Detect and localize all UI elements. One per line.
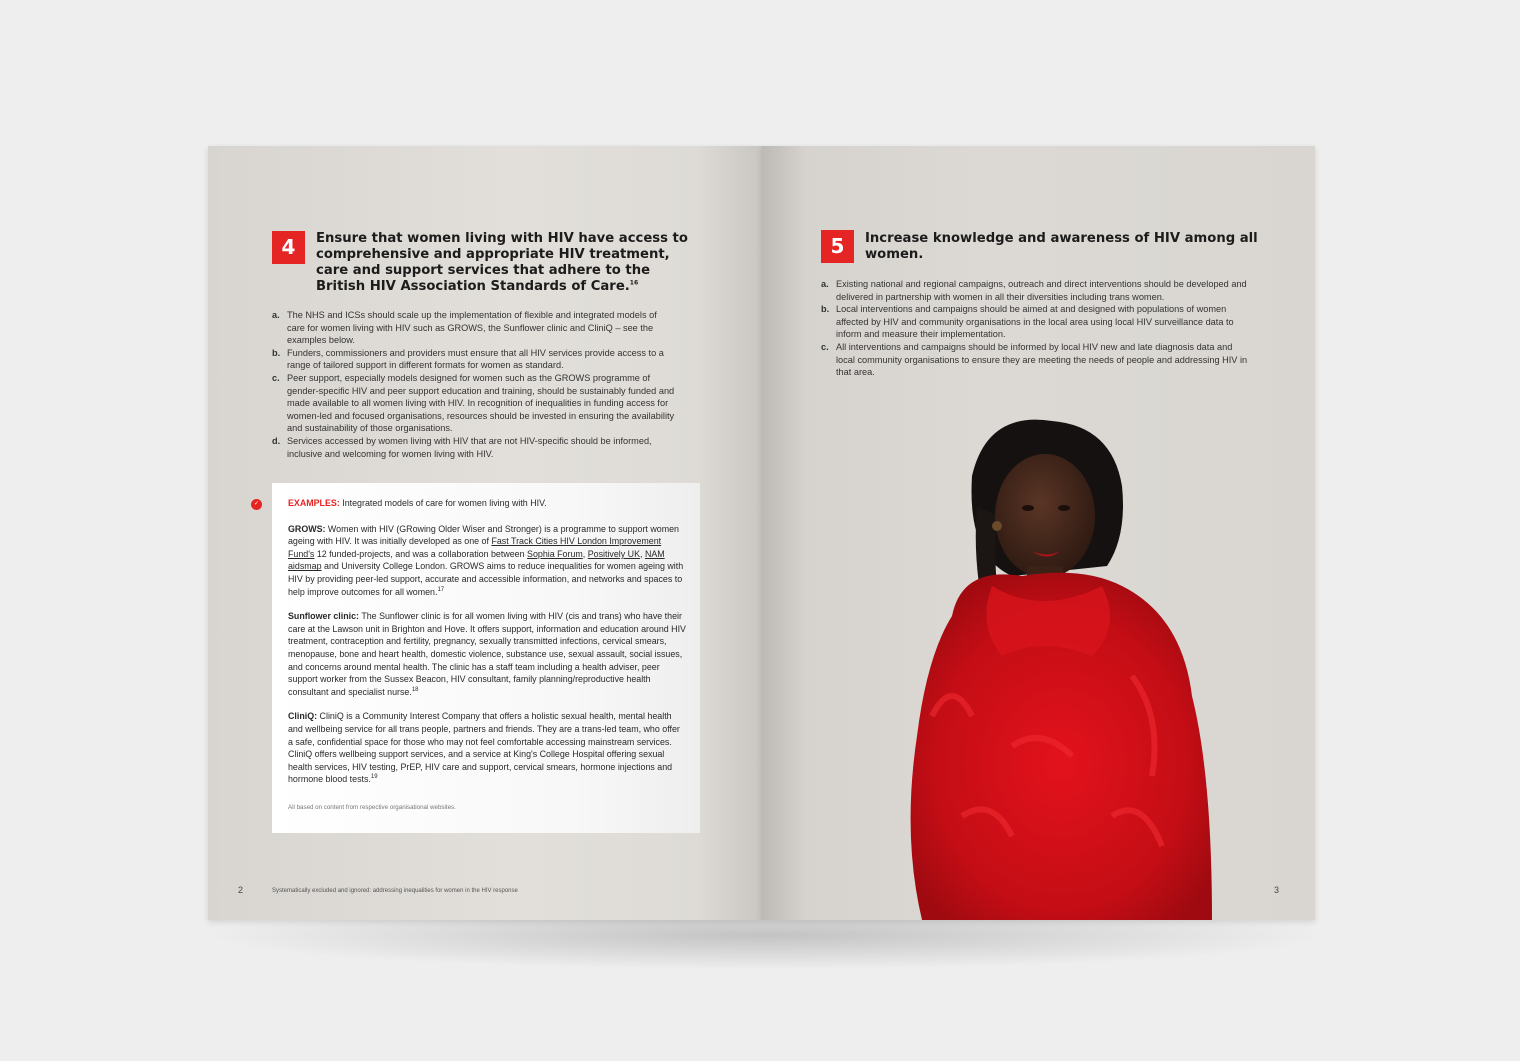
item-letter: d.: [272, 435, 281, 446]
cliniq-label: CliniQ:: [288, 711, 318, 722]
item-text: Peer support, especially models designed for women such as the GROWS programme of gender-specific HIV and peer support education and training, should be sustainably funded and made available to all women living with HIV. In recognition of inequalities in funding access for women-led and focused organisations, resources should be invested in ensuring the availability and sustainability of those organisations.: [287, 372, 675, 434]
grows-text: Women with HIV (GRowing Older Wiser and Stronger) is a programme to support women ageing with HIV. It was initially developed as one of: [288, 523, 679, 547]
item-letter: a.: [821, 279, 829, 289]
recommendations-list-4: [272, 309, 677, 460]
heading-text: Ensure that women living with HIV have access to comprehensive and appropriate HIV treatment, care and support services that adhere to the British HIV Association Standards of Care.: [316, 231, 688, 294]
example-cliniq: [288, 710, 686, 786]
portrait-photo: [892, 416, 1232, 920]
section-number-4: 4: [272, 231, 305, 264]
sunflower-ref: 18: [411, 686, 419, 693]
item-letter: a.: [272, 310, 280, 320]
examples-box: [272, 483, 700, 833]
examples-header: [288, 497, 686, 510]
list-item: [272, 309, 677, 347]
sunflower-label: Sunflower clinic:: [288, 611, 360, 622]
list-item: [821, 303, 1251, 341]
item-letter: c.: [821, 341, 829, 352]
list-item: [272, 435, 677, 460]
item-letter: b.: [821, 304, 830, 315]
grows-text: ,: [640, 548, 645, 559]
link-nam-aidsmap[interactable]: NAM aidsmap: [288, 548, 665, 572]
grows-ref: 17: [437, 586, 445, 593]
item-letter: c.: [272, 372, 280, 383]
heading-ref: 16: [629, 279, 639, 287]
item-text: The NHS and ICSs should scale up the implementation of flexible and integrated models of care for women living with HIV such as GROWS, the Sunflower clinic and CliniQ – see the examples below.: [287, 310, 657, 346]
page-number-left: 2: [238, 885, 244, 895]
footer-title: Systematically excluded and ignored: addressing inequalities for women in the HIV response: [272, 888, 518, 894]
left-page: [208, 146, 762, 920]
item-text: Existing national and regional campaigns, outreach and direct interventions should be developed and delivered in partnership with women in all their diversities including trans women.: [836, 279, 1247, 302]
list-item: [272, 347, 677, 372]
example-grows: [288, 523, 686, 599]
list-item: [821, 341, 1251, 379]
sunflower-text: The Sunflower clinic is for all women living with HIV (cis and trans) who have their care at the Lawson unit in Brighton and Hove. It offers support, information and education around HIV treatment, contraception and fertility, pregnancy, sexually transmitted infections, cervical smears, menopause, bone and heart health, domestic violence, substance use, sexual assault, social issues, and concerns around mental health. The clinic has a staff team including a health adviser, peer support worker from the Sussex Beacon, HIV consultant, family planning/reproductive health consultant and specialist nurse.: [288, 611, 686, 697]
right-page: [762, 146, 1315, 920]
item-text: Services accessed by women living with HIV that are not HIV-specific should be informed, inclusive and welcoming for women living with HIV.: [287, 435, 652, 459]
item-text: All interventions and campaigns should be informed by local HIV new and late diagnosis data and local community organisations to ensure they are meeting the needs of people and addressing HIV in that area.: [836, 341, 1248, 378]
page-number-right: 3: [1274, 885, 1280, 895]
list-item: [272, 372, 677, 435]
grows-text: and University College London. GROWS aims to reduce inequalities for women ageing with HIV by providing peer-led support, accurate and accessible information, and networks and spaces to help improve outcomes for all women.: [288, 561, 684, 597]
item-text: Funders, commissioners and providers must ensure that all HIV services provide access to a range of tailored support in different formats for women as standard.: [287, 347, 664, 371]
section-4-heading: [316, 231, 701, 295]
examples-note: All based on content from respective organisational websites.: [288, 803, 456, 811]
example-sunflower: [288, 610, 686, 698]
examples-tag: EXAMPLES:: [288, 498, 340, 508]
examples-marker-icon: ✓: [251, 499, 262, 510]
list-item: [821, 278, 1251, 303]
grows-label: GROWS:: [288, 523, 326, 534]
recommendations-list-5: [821, 278, 1251, 379]
cliniq-ref: 19: [370, 774, 378, 781]
examples-intro: Integrated models of care for women living with HIV.: [342, 498, 547, 508]
section-5-heading: Increase knowledge and awareness of HIV among all women.: [865, 231, 1258, 262]
item-letter: b.: [272, 347, 281, 358]
cliniq-text: CliniQ is a Community Interest Company that offers a holistic sexual health, mental health and wellbeing service for all trans people, partners and friends. They are a trans-led team, who offer a safe, confidential space for those who may not feel comfortable accessing mainstream services. CliniQ offers wellbeing support services, and a service at King's College Hospital offering sexual health services, HIV testing, PrEP, HIV care and support, cervical smears, hormone injections and hormone blood tests.: [288, 711, 680, 785]
link-fast-track-cities[interactable]: Fast Track Cities HIV London Improvement Fund's: [288, 536, 662, 559]
section-number-5: 5: [821, 230, 854, 263]
link-sophia-forum[interactable]: Sophia Forum: [527, 548, 583, 559]
grows-text: 12 funded-projects, and was a collaboration between: [314, 548, 528, 559]
link-positively-uk[interactable]: Positively UK: [587, 548, 640, 559]
item-text: Local interventions and campaigns should be aimed at and designed with populations of women affected by HIV and community organisations in the local area using local HIV surveillance data to inform and measure their implementation.: [836, 304, 1234, 340]
grows-text: ,: [582, 548, 588, 559]
